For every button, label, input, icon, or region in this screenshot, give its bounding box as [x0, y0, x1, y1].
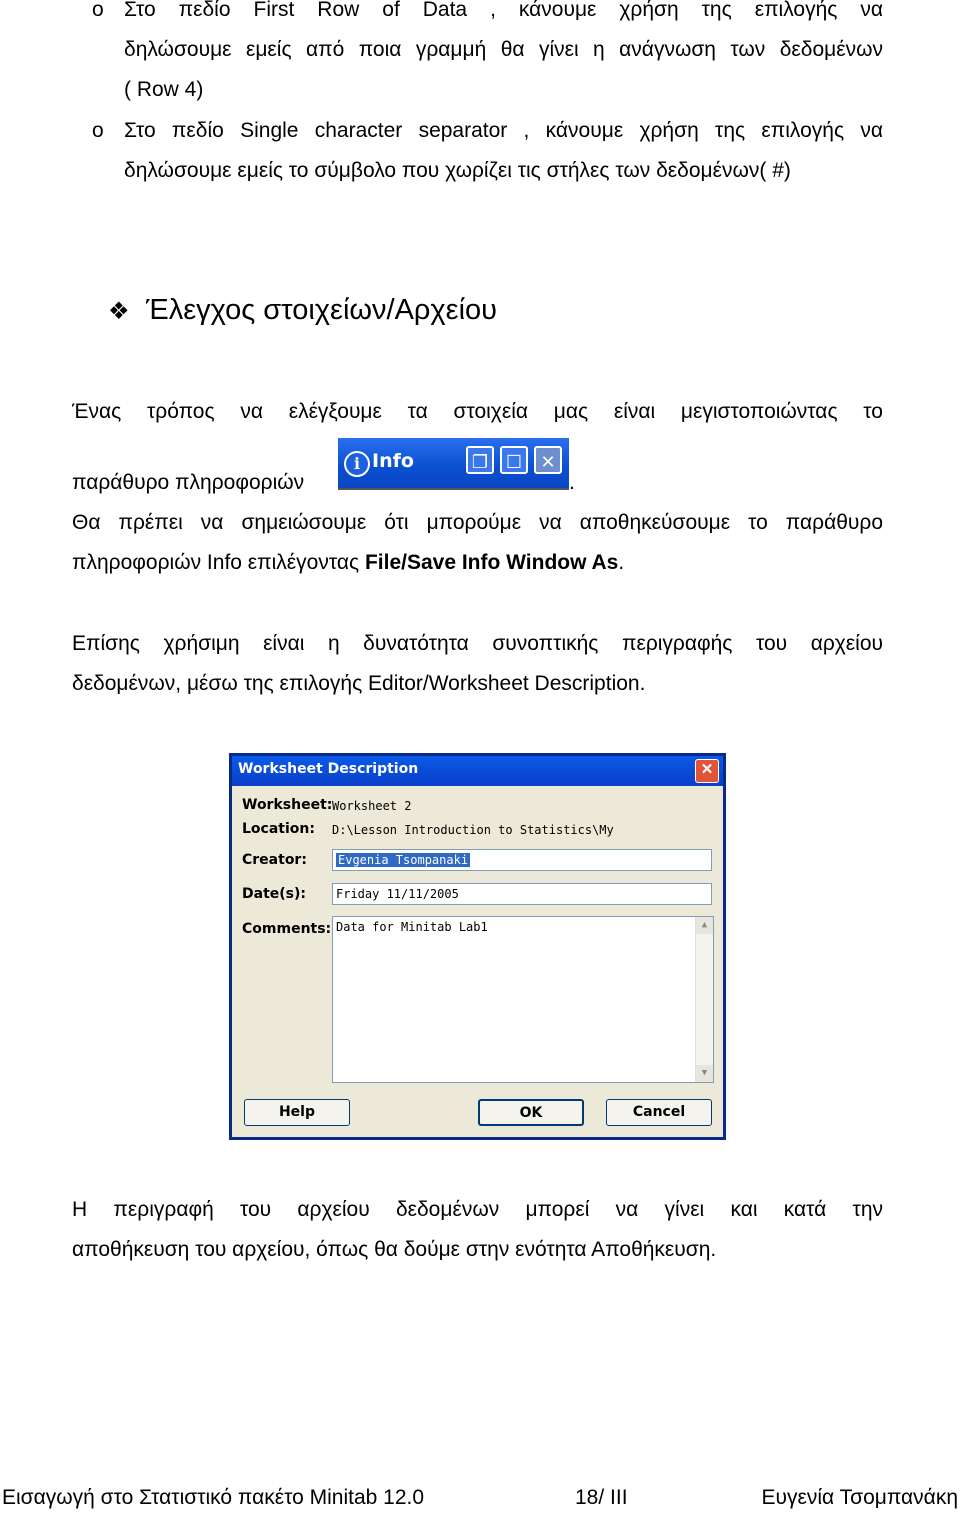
location-label: Location: [242, 821, 315, 837]
location-value: D:\Lesson Introduction to Statistics\My [332, 823, 614, 837]
list-marker: o [92, 0, 104, 21]
list-item-2-line-2: δηλώσουμε εμείς το σύμβολο που χωρίζει τις στήλες των δεδομένων( #) [124, 159, 791, 182]
paragraph-1-line-2-text: παράθυρο πληροφοριών [72, 471, 305, 494]
creator-field[interactable] [332, 849, 712, 871]
paragraph-1-line-4-end: . [618, 551, 625, 574]
paragraph-1-line-1: Ένας τρόπος να ελέγξουμε τα στοιχεία μας είναι μεγιστοποιώντας το [72, 400, 883, 423]
paragraph-1-line-2 [72, 463, 304, 503]
footer-left: Εισαγωγή στο Στατιστικό πακέτο Minitab 12.0 [2, 1486, 425, 1509]
scroll-up-icon[interactable]: ▲ [696, 917, 713, 934]
paragraph-3-line-1: Η περιγραφή του αρχείου δεδομένων μπορεί να γίνει και κατά την [72, 1198, 883, 1221]
section-heading-text: Έλεγχος στοιχείων/Αρχείου [146, 294, 498, 326]
paragraph-1-line-3: Θα πρέπει να σημειώσουμε ότι μπορούμε να αποθηκεύσουμε το παράθυρο [72, 511, 883, 534]
page-number: 18/ III [575, 1486, 628, 1509]
worksheet-value: Worksheet 2 [332, 799, 412, 813]
dates-field[interactable]: Friday 11/11/2005 [332, 883, 712, 905]
creator-value: Evgenia Tsompanaki [338, 853, 469, 867]
list-item-1-line-3: ( Row 4) [124, 78, 204, 101]
close-icon[interactable]: ✕ [695, 759, 719, 783]
cancel-button[interactable]: Cancel [606, 1099, 712, 1126]
menu-path: File/Save Info Window As [364, 551, 619, 574]
worksheet-label: Worksheet: [242, 797, 333, 813]
paragraph-3-line-2: αποθήκευση του αρχείου, όπως θα δούμε στην ενότητα Αποθήκευση. [72, 1238, 717, 1261]
dialog-titlebar [232, 756, 723, 786]
paragraph-2-line-2: δεδομένων, μέσω της επιλογής Editor/Worksheet Description. [72, 672, 646, 695]
list-item-2-line-1: Στο πεδίο Single character separator , κάνουμε χρήση της επιλογής να [124, 119, 883, 142]
comments-label: Comments: [242, 921, 332, 937]
creator-label: Creator: [242, 852, 307, 868]
help-button[interactable]: Help [244, 1099, 350, 1126]
paragraph-1-line-4-text: πληροφοριών Info επιλέγοντας [72, 551, 365, 574]
dates-label: Date(s): [242, 886, 306, 902]
list-item-1-line-2: δηλώσουμε εμείς από ποια γραμμή θα γίνει η ανάγνωση των δεδομένων [124, 38, 883, 61]
section-heading [108, 290, 497, 332]
maximize-icon: ☐ [500, 446, 528, 474]
comments-scrollbar[interactable] [695, 917, 713, 1082]
comments-value: Data for Minitab Lab1 [336, 920, 488, 934]
info-window-title: Info [372, 450, 414, 472]
dialog-title: Worksheet Description [238, 761, 419, 777]
paragraph-1-line-4 [72, 543, 624, 583]
footer-right: Ευγενία Τσομπανάκη [761, 1486, 958, 1509]
info-icon: i [344, 451, 370, 477]
diamond-bullet-icon: ❖ [108, 298, 130, 325]
comments-field[interactable] [332, 916, 714, 1083]
paragraph-2-line-1: Επίσης χρήσιμη είναι η δυνατότητα συνοπτικής περιγραφής του αρχείου [72, 632, 883, 655]
restore-icon: ❐ [466, 446, 494, 474]
paragraph-1-period: . [569, 471, 575, 494]
close-icon: ✕ [534, 446, 562, 474]
list-item-1-line-1: Στο πεδίο First Row of Data , κάνουμε χρήση της επιλογής να [124, 0, 883, 21]
ok-button[interactable]: OK [478, 1099, 584, 1126]
info-window-image [338, 438, 569, 490]
list-marker: o [92, 119, 104, 142]
worksheet-description-dialog [229, 753, 726, 1140]
scroll-down-icon[interactable]: ▼ [696, 1065, 713, 1082]
